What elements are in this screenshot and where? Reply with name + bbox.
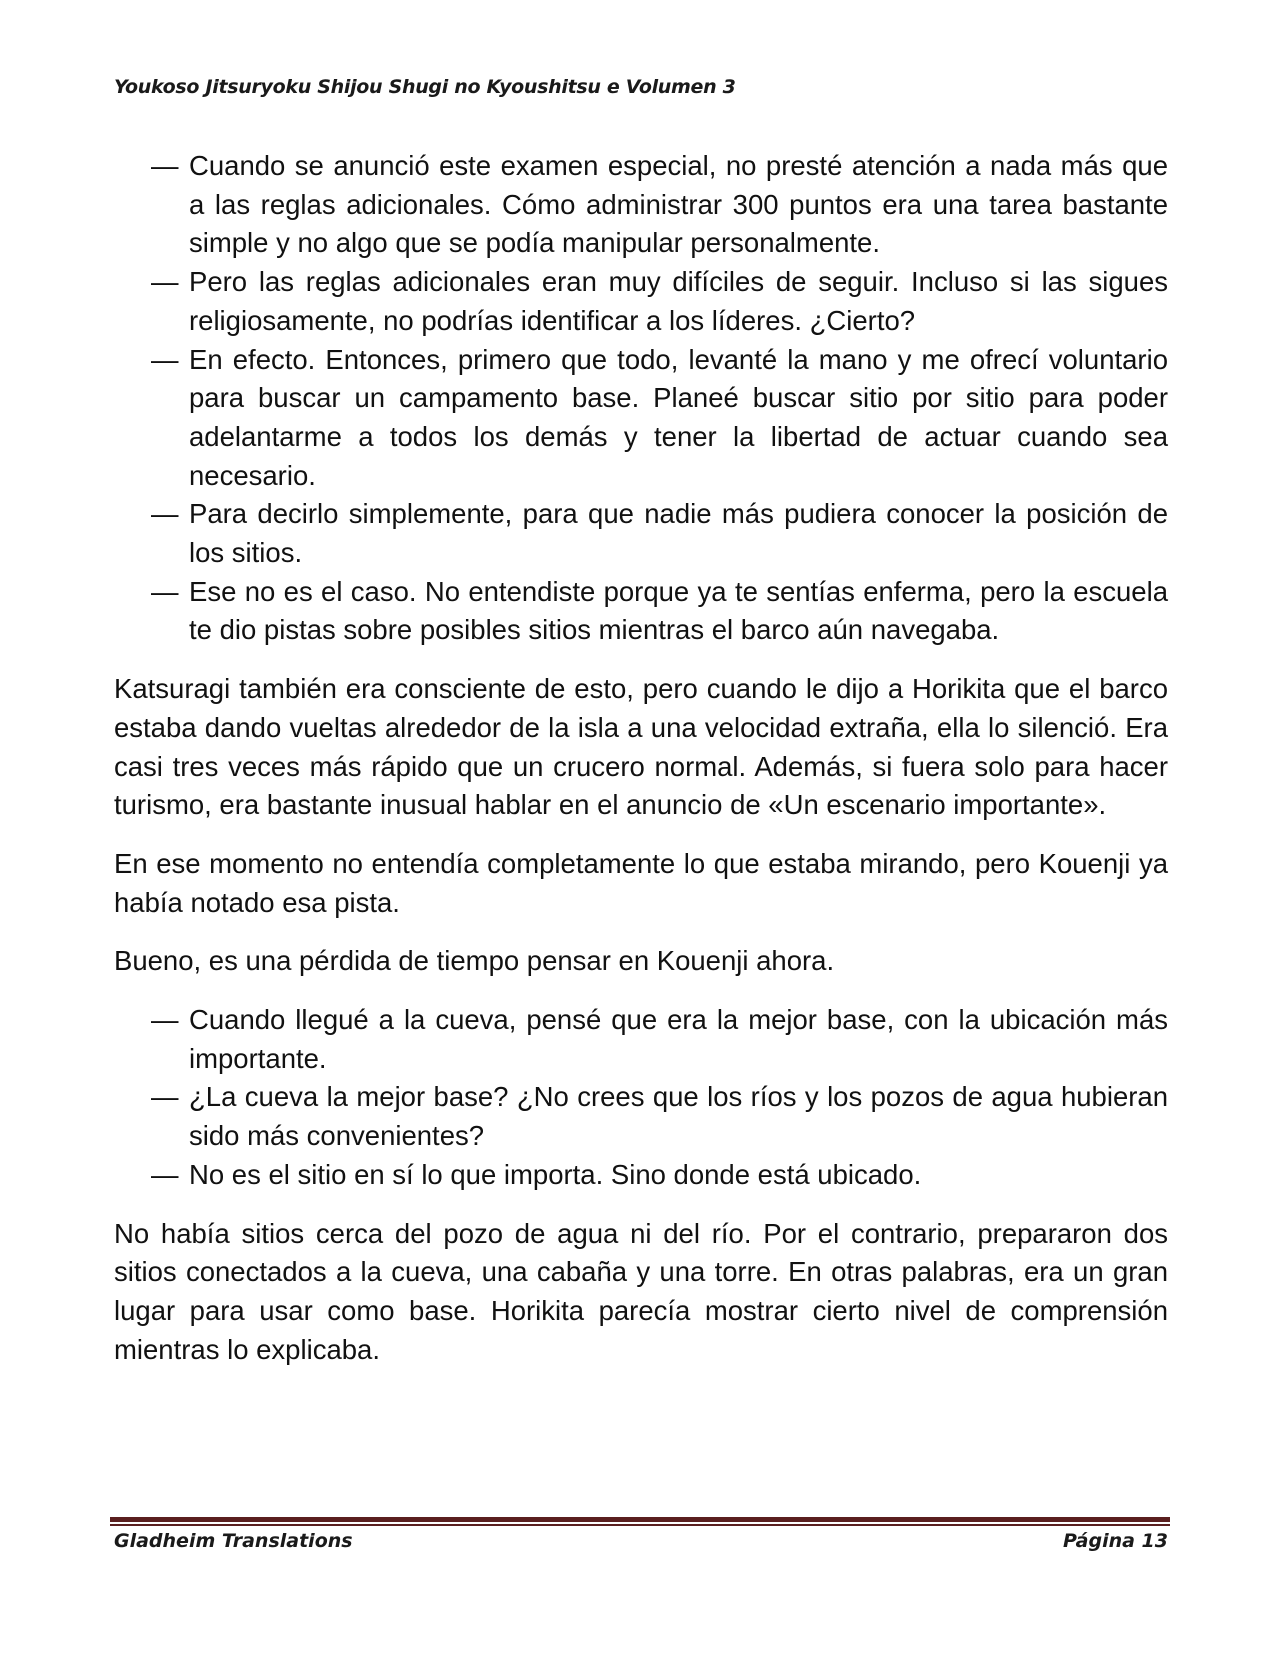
page-header-title: Youkoso Jitsuryoku Shijou Shugi no Kyoushitsu e Volumen 3 <box>114 76 736 98</box>
dialogue-dash: — <box>151 575 179 607</box>
dialogue-dash: — <box>151 1081 179 1113</box>
narrative-paragraph: En ese momento no entendía completamente lo que estaba mirando, pero Kouenji ya había notado esa pista. <box>114 847 1168 918</box>
footer-divider <box>110 1517 1170 1526</box>
narrative-paragraph: No había sitios cerca del pozo de agua ni del río. Por el contrario, prepararon dos sitios conectados a la cueva, una cabaña y una torre. En otras palabras, era un gran lugar para usar como base. Horikita parecía mostrar cierto nivel de comprensión mientras lo explicaba. <box>114 1217 1168 1365</box>
dialogue-dash: — <box>151 266 179 298</box>
dialogue-line <box>114 341 1168 496</box>
dialogue-line <box>114 263 1168 340</box>
page-number: Página 13 <box>1062 1530 1168 1552</box>
dialogue-text: Ese no es el caso. No entendiste porque ya te sentías enferma, pero la escuela te dio pistas sobre posibles sitios mientras el barco aún navegaba. <box>189 575 1168 646</box>
narrative-paragraph: Katsuragi también era consciente de esto, pero cuando le dijo a Horikita que el barco estaba dando vueltas alrededor de la isla a una velocidad extraña, ella lo silenció. Era casi tres veces más rápido que un crucero normal. Además, si fuera solo para hacer turismo, era bastante inusual hablar en el anuncio de «Un escenario importante». <box>114 673 1168 821</box>
dialogue-line <box>114 495 1168 572</box>
dialogue-line <box>114 1078 1168 1155</box>
dialogue-dash: — <box>151 498 179 530</box>
dialogue-line <box>114 573 1168 650</box>
narrative-paragraph: Bueno, es una pérdida de tiempo pensar en Kouenji ahora. <box>114 945 835 977</box>
dialogue-text: No es el sitio en sí lo que importa. Sino donde está ubicado. <box>189 1158 922 1190</box>
dialogue-dash: — <box>151 1004 179 1036</box>
dialogue-line <box>114 147 1168 263</box>
dialogue-text: En efecto. Entonces, primero que todo, levanté la mano y me ofrecí voluntario para buscar un campamento base. Planeé buscar sitio por sitio para poder adelantarme a todos los demás y tener la libertad de actuar cuando sea necesario. <box>189 343 1168 491</box>
dialogue-line <box>114 1001 1168 1078</box>
page-content <box>114 147 1168 1369</box>
dialogue-dash: — <box>151 150 179 181</box>
dialogue-text: ¿La cueva la mejor base? ¿No crees que los ríos y los pozos de agua hubieran sido más convenientes? <box>189 1081 1168 1152</box>
dialogue-text: Pero las reglas adicionales eran muy difíciles de seguir. Incluso si las sigues religiosamente, no podrías identificar a los líderes. ¿Cierto? <box>189 266 1168 336</box>
dialogue-text: Cuando llegué a la cueva, pensé que era la mejor base, con la ubicación más importante. <box>189 1004 1168 1074</box>
dialogue-line <box>114 1156 1168 1195</box>
dialogue-dash: — <box>151 343 179 375</box>
footer-credit: Gladheim Translations <box>114 1530 353 1552</box>
dialogue-text: Cuando se anunció este examen especial, no presté atención a nada más que a las reglas adicionales. Cómo administrar 300 puntos era una tarea bastante simple y no algo que se podía manipular personalmente. <box>189 150 1168 259</box>
dialogue-text: Para decirlo simplemente, para que nadie más pudiera conocer la posición de los sitios. <box>189 498 1168 569</box>
dialogue-dash: — <box>151 1158 179 1190</box>
